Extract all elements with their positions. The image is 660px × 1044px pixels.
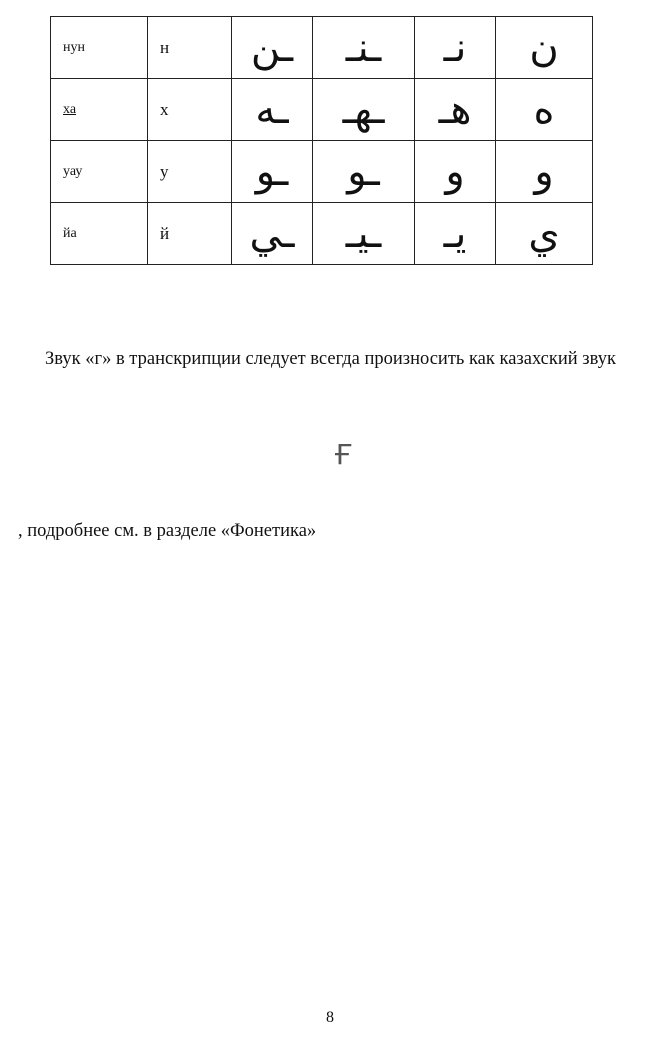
alphabet-table [50, 16, 593, 265]
letter-name: йа [51, 203, 148, 265]
table-row [51, 17, 593, 79]
isolated-form: ه [496, 79, 593, 141]
medial-form: ـنـ [313, 17, 415, 79]
final-form: ـي [232, 203, 313, 265]
medial-form: ـيـ [313, 203, 415, 265]
table-row [51, 203, 593, 265]
table-row [51, 141, 593, 203]
initial-form: هـ [415, 79, 496, 141]
initial-form: و [415, 141, 496, 203]
body-paragraph: Звук «г» в транскрипции следует всегда произносить как казахский звук [45, 349, 616, 369]
initial-form: نـ [415, 17, 496, 79]
letter-name: ха [51, 79, 148, 141]
kazakh-letter: Ғ [334, 438, 353, 471]
letter-translit: х [148, 79, 232, 141]
page-number: 8 [326, 1009, 334, 1026]
medial-form: ـو [313, 141, 415, 203]
letter-translit: н [148, 17, 232, 79]
initial-form: يـ [415, 203, 496, 265]
letter-translit: у [148, 141, 232, 203]
letter-name: нун [51, 17, 148, 79]
final-form: ـن [232, 17, 313, 79]
isolated-form: ي [496, 203, 593, 265]
isolated-form: ن [496, 17, 593, 79]
final-form: ـه [232, 79, 313, 141]
final-form: ـو [232, 141, 313, 203]
letter-name: уау [51, 141, 148, 203]
table-row [51, 79, 593, 141]
body-paragraph-continued: , подробнее см. в разделе «Фонетика» [18, 521, 317, 541]
isolated-form: و [496, 141, 593, 203]
medial-form: ـهـ [313, 79, 415, 141]
letter-translit: й [148, 203, 232, 265]
